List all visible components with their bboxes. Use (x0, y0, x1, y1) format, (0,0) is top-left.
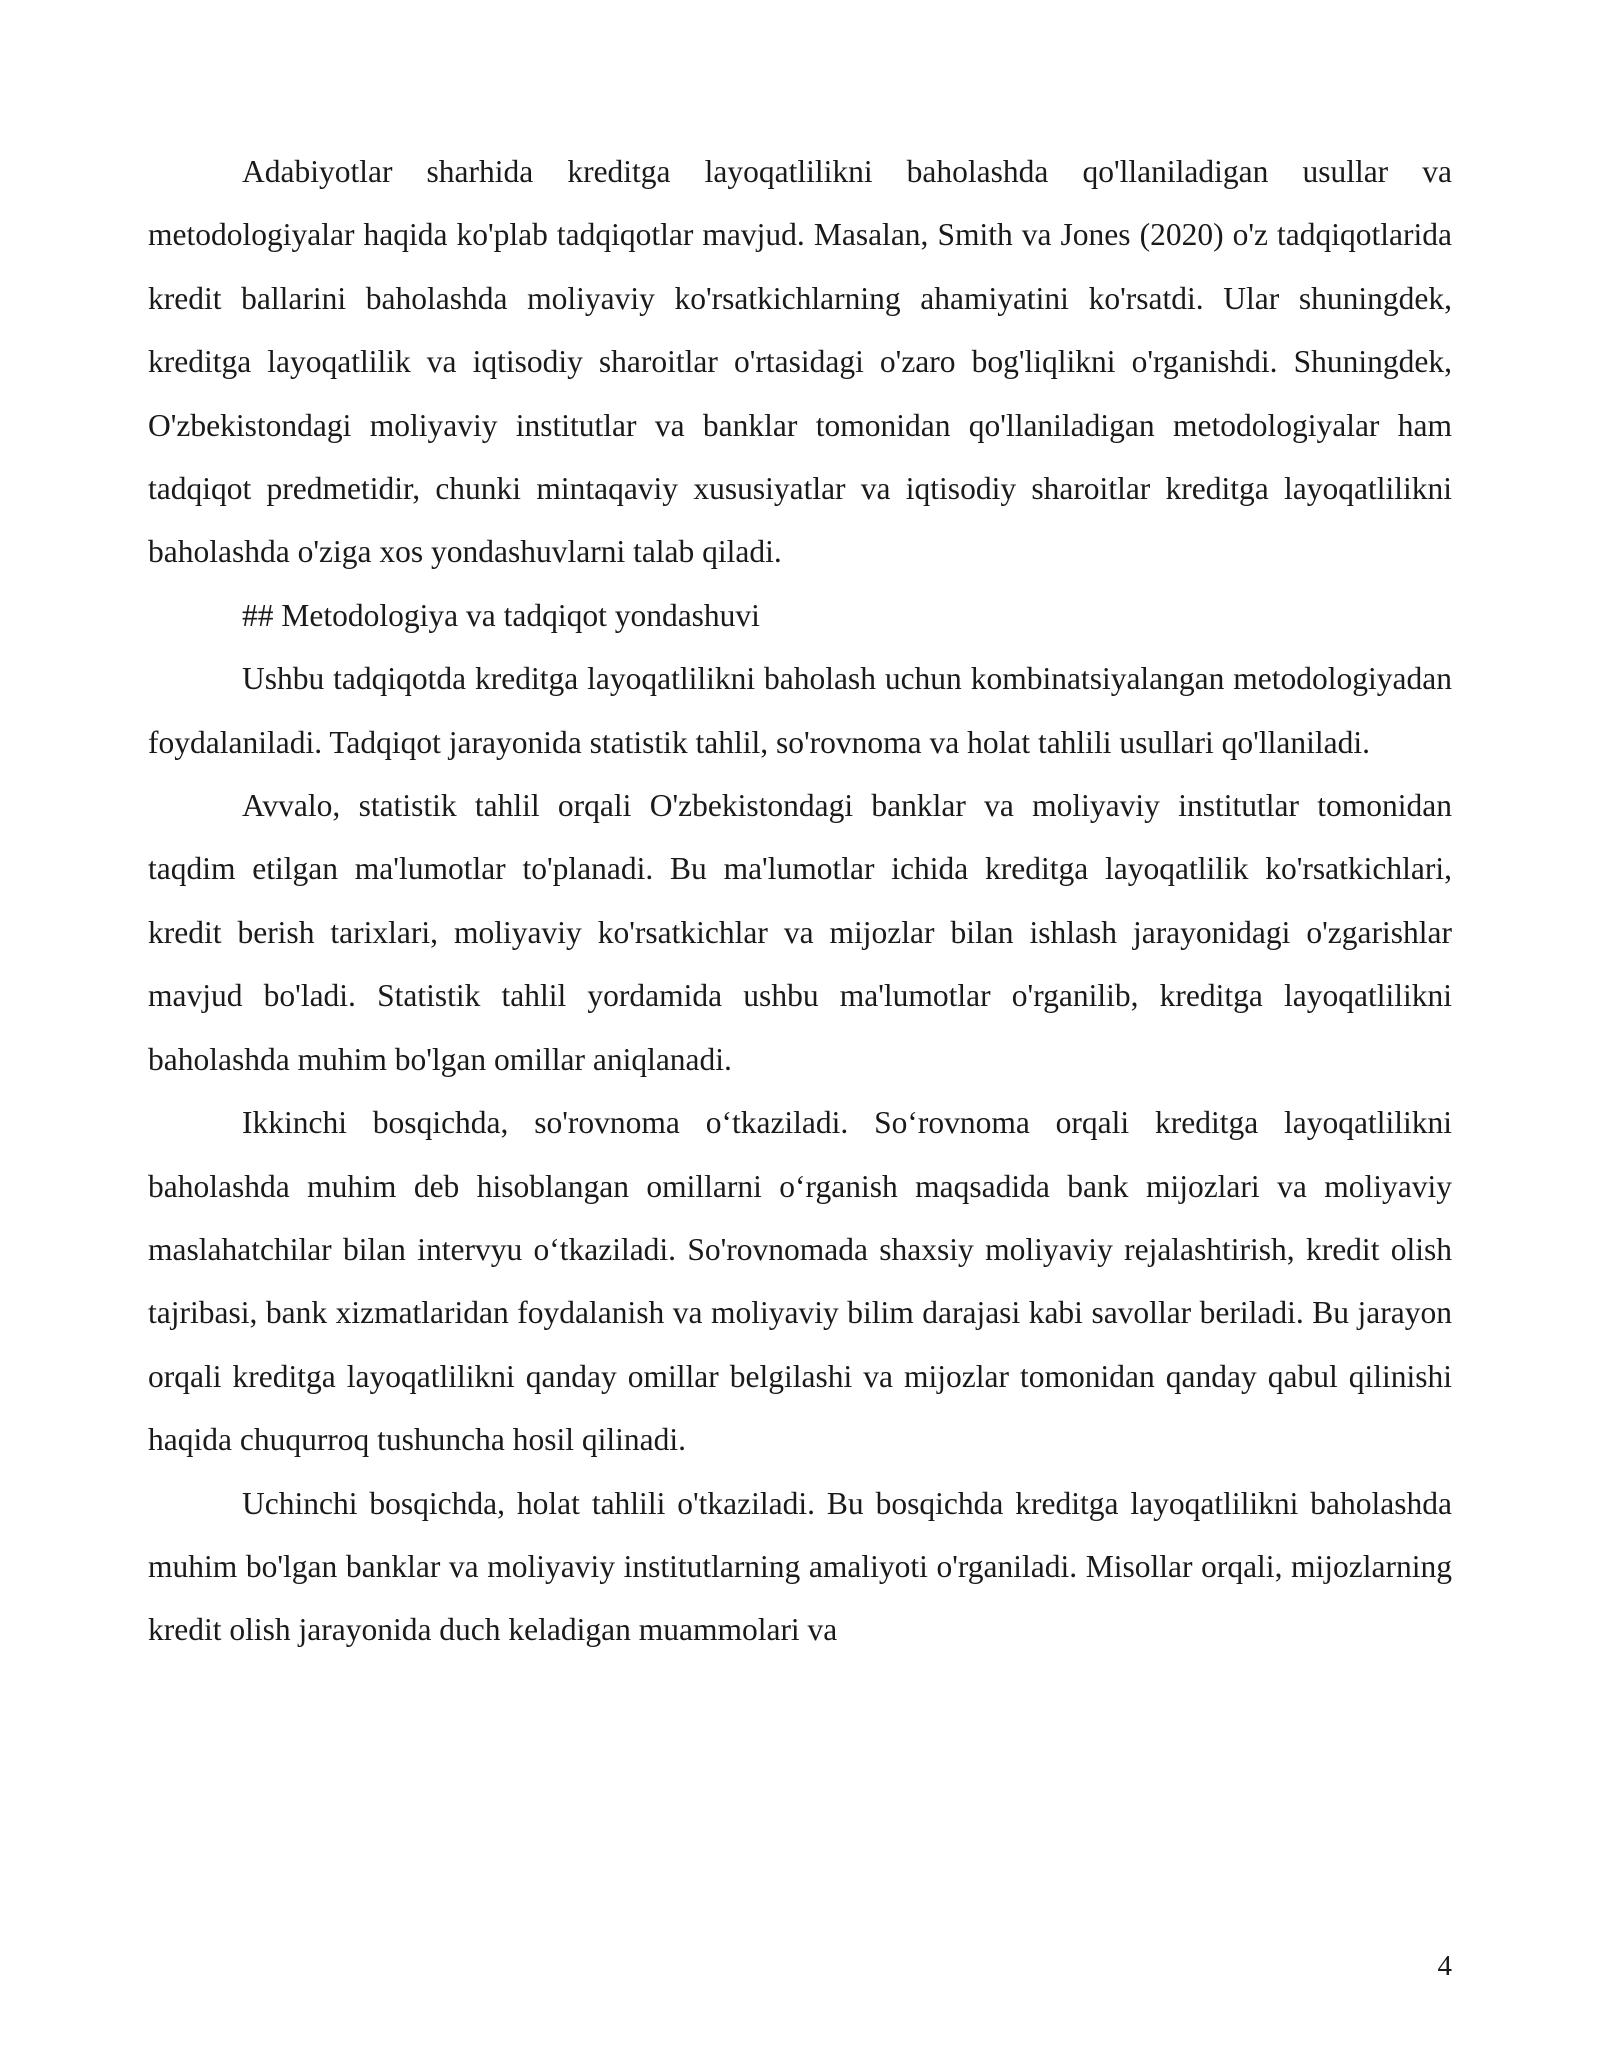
paragraph-case-study-stage: Uchinchi bosqichda, holat tahlili o'tkaziladi. Bu bosqichda kreditga layoqatlilikni baholashda muhim bo'lgan banklar va moliyaviy institutlarning amaliyoti o'rganiladi. Misollar orqali, mijozlarning kredit olish jarayonida duch keladigan muammolari va (148, 1485, 1452, 1648)
paragraph-statistical-analysis: Avvalo, statistik tahlil orqali O'zbekistondagi banklar va moliyaviy institutlar tomonidan taqdim etilgan ma'lumotlar to'planadi. Bu ma'lumotlar ichida kreditga layoqatlilik ko'rsatkichlari, kredit berish tarixlari, moliyaviy ko'rsatkichlar va mijozlar bilan ishlash jarayonidagi o'zgarishlar mavjud bo'ladi. Statistik tahlil yordamida ushbu ma'lumotlar o'rganilib, kreditga layoqatlilikni baholashda muhim bo'lgan omillar aniqlanadi. (148, 788, 1452, 1077)
paragraph-survey-stage: Ikkinchi bosqichda, so'rovnoma o‘tkaziladi. So‘rovnoma orqali kreditga layoqatlilikni baholashda muhim deb hisoblangan omillarni o‘rganish maqsadida bank mijozlari va moliyaviy maslahatchilar bilan intervyu o‘tkaziladi. So'rovnomada shaxsiy moliyaviy rejalashtirish, kredit olish tajribasi, bank xizmatlaridan foydalanish va moliyaviy bilim darajasi kabi savollar beriladi. Bu jarayon orqali kreditga layoqatlilikni qanday omillar belgilashi va mijozlar tomonidan qanday qabul qilinishi haqida chuqurroq tushuncha hosil qilinadi. (148, 1105, 1452, 1458)
paragraph-methodology-intro: Ushbu tadqiqotda kreditga layoqatlilikni baholash uchun kombinatsiyalangan metodologiyadan foydalaniladi. Tadqiqot jarayonida statistik tahlil, so'rovnoma va holat tahlili usullari qo'llaniladi. (148, 661, 1452, 760)
page-body (148, 140, 1452, 1662)
section-heading-methodology: ## Metodologiya va tadqiqot yondashuvi (242, 597, 760, 633)
paragraph-literature-review: Adabiyotlar sharhida kreditga layoqatlilikni baholashda qo'llaniladigan usullar va metodologiyalar haqida ko'plab tadqiqotlar mavjud. Masalan, Smith va Jones (2020) o'z tadqiqotlarida kredit ballarini baholashda moliyaviy ko'rsatkichlarning ahamiyatini ko'rsatdi. Ular shuningdek, kreditga layoqatlilik va iqtisodiy sharoitlar o'rtasidagi o'zaro bog'liqlikni o'rganishdi. Shuningdek, O'zbekistondagi moliyaviy institutlar va banklar tomonidan qo'llaniladigan metodologiyalar ham tadqiqot predmetidir, chunki mintaqaviy xususiyatlar va iqtisodiy sharoitlar kreditga layoqatlilikni baholashda o'ziga xos yondashuvlarni talab qiladi. (148, 154, 1452, 570)
page-number: 4 (1437, 1950, 1452, 1982)
